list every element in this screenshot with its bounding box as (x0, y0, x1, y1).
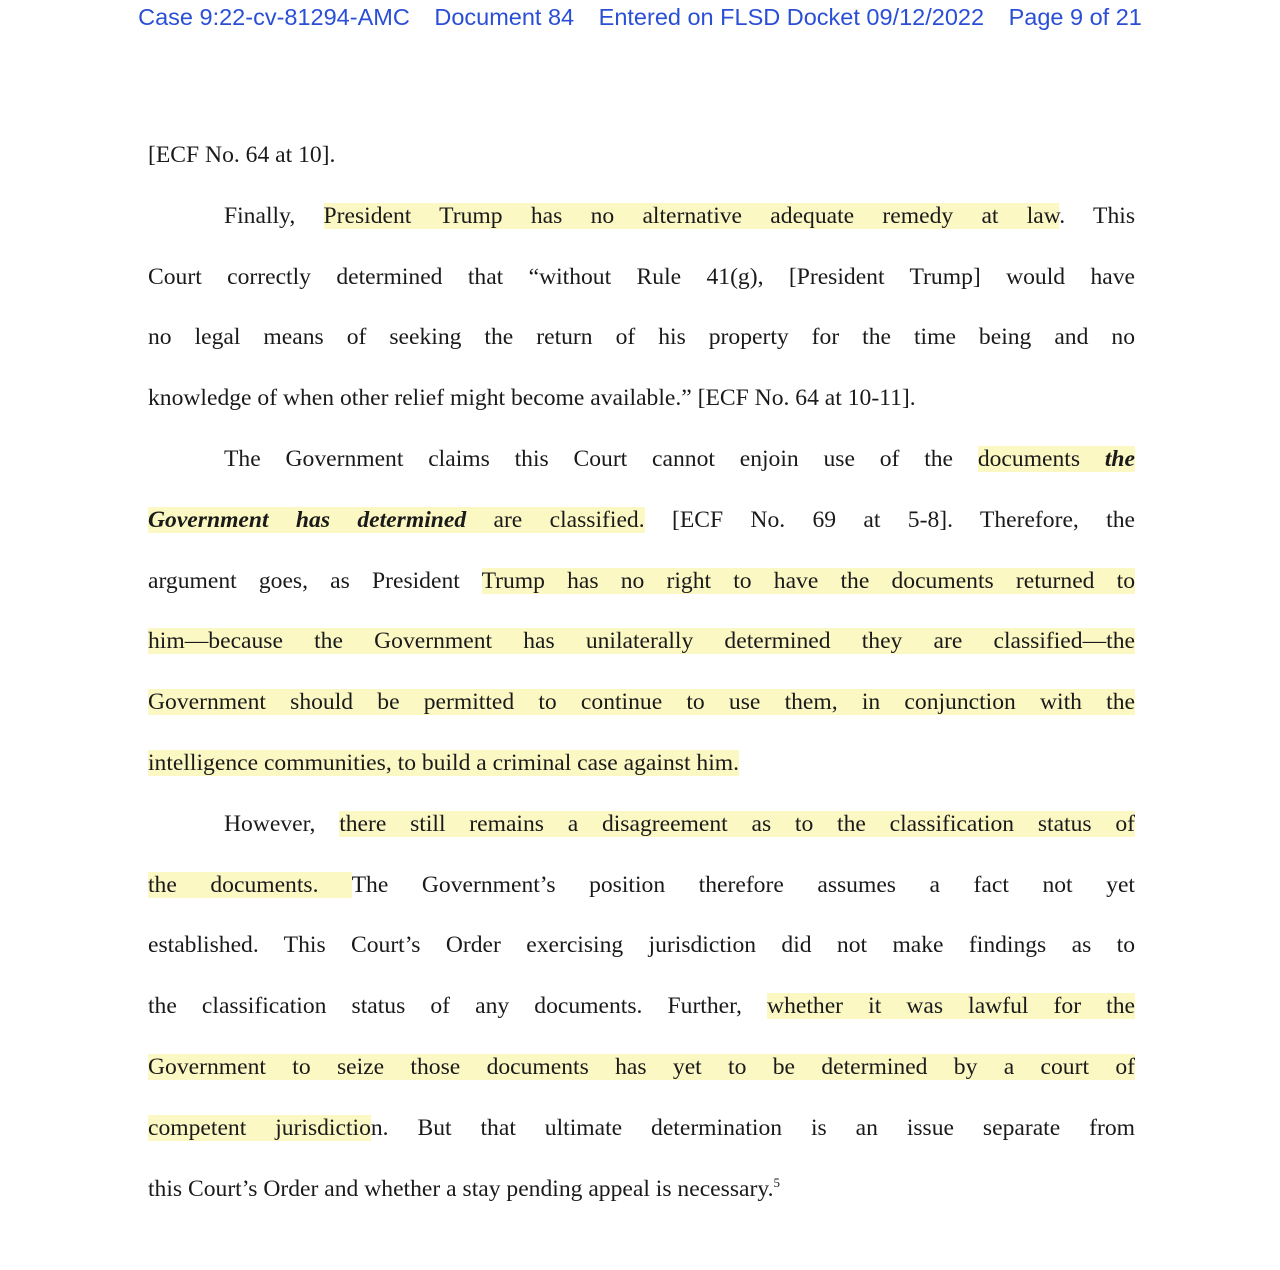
highlighted-text: Trump has no right to have the documents returned to (481, 567, 1136, 594)
case-number: Case 9:22-cv-81294-AMC (138, 4, 410, 30)
highlighted-text: whether it was lawful for the (767, 993, 1135, 1020)
docket-header (0, 4, 1280, 31)
text-line (148, 672, 1135, 733)
text-line: Court correctly determined that “without Rule 41(g), [President Trump] would have (148, 263, 1135, 290)
text-line: the documents. The Government’s position therefore assumes a fact not yet (148, 871, 1135, 898)
text-line: argument goes, as President Trump has no right to have the documents returned to (148, 567, 1136, 594)
footnote-reference[interactable]: 5 (773, 1174, 780, 1190)
document-number: Document 84 (434, 4, 575, 30)
text-line (148, 1037, 1135, 1098)
text-line: established. This Court’s Order exercising jurisdiction did not make findings as to (148, 932, 1135, 959)
highlighted-text: President Trump has no alternative adequate remedy at law (323, 202, 1060, 229)
highlighted-text: documents the (977, 445, 1136, 472)
text-line: competent jurisdiction. But that ultimate determination is an issue separate from (148, 1114, 1135, 1141)
text-line: knowledge of when other relief might become available.” [ECF No. 64 at 10-11]. (148, 385, 916, 412)
text-line: The Government claims this Court cannot enjoin use of the documents the (224, 445, 1136, 472)
text-line: the classification status of any documents. Further, whether it was lawful for the (148, 993, 1135, 1020)
text-line (148, 611, 1135, 672)
highlighted-text: Government has determined are classified. (148, 506, 645, 533)
text-line: this Court’s Order and whether a stay pending appeal is necessary.$^5$ (148, 1174, 780, 1202)
docket-entry-date: Entered on FLSD Docket 09/12/2022 (598, 4, 985, 30)
text-line: no legal means of seeking the return of his property for the time being and no (148, 324, 1135, 351)
text-line: However, there still remains a disagreement as to the classification status of (224, 810, 1135, 837)
text-line: [ECF No. 64 at 10]. (148, 142, 336, 168)
highlighted-text: competent jurisdictio (148, 1114, 371, 1141)
page-indicator: Page 9 of 21 (1008, 4, 1142, 30)
text-line: Finally, President Trump has no alternative adequate remedy at law. This (224, 202, 1135, 229)
document-body (148, 125, 1135, 1219)
text-line (148, 733, 1135, 794)
highlighted-text: there still remains a disagreement as to the classification status of (339, 810, 1135, 837)
highlighted-text: intelligence communities, to build a criminal case against him. (148, 749, 739, 776)
highlighted-text: Government to seize those documents has yet to be determined by a court of (148, 1053, 1135, 1080)
highlighted-text: the documents. (148, 871, 352, 898)
highlighted-text: Government should be permitted to continue to use them, in conjunction with the (148, 689, 1135, 716)
highlighted-text: him—because the Government has unilaterally determined they are classified—the (148, 628, 1135, 655)
text-line: Government has determined are classified. [ECF No. 69 at 5-8]. Therefore, the (148, 506, 1135, 533)
